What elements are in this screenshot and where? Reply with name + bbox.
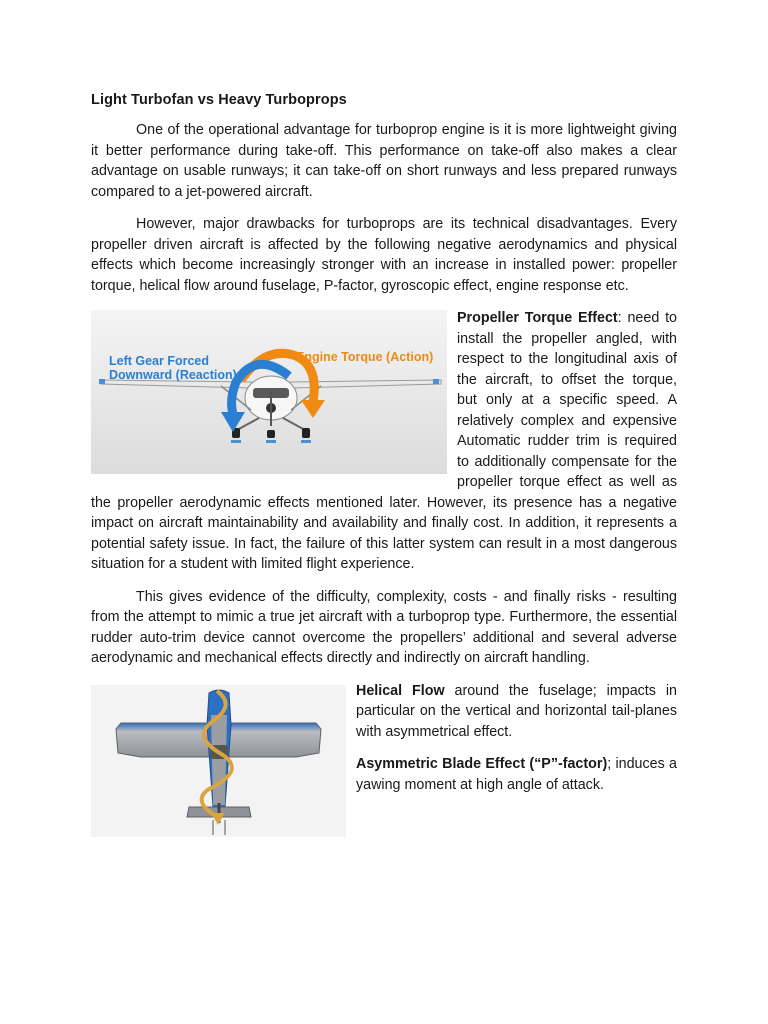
heading-helical-flow: Helical Flow xyxy=(356,682,445,699)
heading-p-factor: Asymmetric Blade Effect (“P”-factor) xyxy=(356,756,608,772)
label-engine-torque-action: Engine Torque (Action) xyxy=(296,350,434,364)
document-body xyxy=(91,92,677,841)
figure-propeller-torque xyxy=(91,310,447,474)
paragraph-intro: One of the operational advantage for turboprop engine is it is more lightweight giving it better performance during take-off. This performance on take-off also makes a clear advantage on usable runways; it can take-off on short runways and less prepared runways compared to a jet-powered aircraft. xyxy=(91,122,677,200)
label-left-gear-reaction: Left Gear Forced Downward (Reaction) xyxy=(109,354,237,382)
text-p-factor: ; induces a yawing moment at high angle of attack. xyxy=(356,756,677,793)
paragraph-evidence: This gives evidence of the difficulty, complexity, costs - and finally risks - resulting from the attempt to mimic a true jet aircraft with a turboprop type. Furthermore, the essential rudder auto-trim device cannot overcome the propellers’ additional and several adverse aerodynamic and mechanical effects directly and indirectly on aircraft handling. xyxy=(91,588,677,666)
heading-propeller-torque: Propeller Torque Effect xyxy=(457,310,618,326)
document-title: Light Turbofan vs Heavy Turboprops xyxy=(91,92,347,108)
plane-top-view-illustration xyxy=(91,685,346,837)
paragraph-drawbacks: However, major drawbacks for turboprops are its technical disadvantages. Every propeller driven aircraft is affected by the following negative aerodynamics and physical effects which become increasingly stronger with an increase in installed power: propeller torque, helical flow around fuselage, P-factor, gyroscopic effect, engine response etc. xyxy=(91,216,677,294)
figure-helical-flow xyxy=(91,685,346,837)
text-propeller-torque: : need to install the propeller angled, with respect to the longitudinal axis of the aircraft, to offset the torque, but only at a specific speed. A relatively complex and expensive Automatic rudder trim is required to additionally compensate for the propeller torque effect as well as the propeller aerodynamic effects mentioned later. However, its presence has a negative impact on aircraft maintainability and availability and finally cost. In addition, it represents a potential safety issue. In fact, the failure of this latter system can result in a most dangerous situation for a student with limited flight experience. xyxy=(91,310,677,572)
plane-front-view-illustration xyxy=(91,310,447,474)
text-helical-flow: around the fuselage; impacts in particular on the vertical and horizontal tail-planes with asymmetrical effect. xyxy=(356,682,677,740)
